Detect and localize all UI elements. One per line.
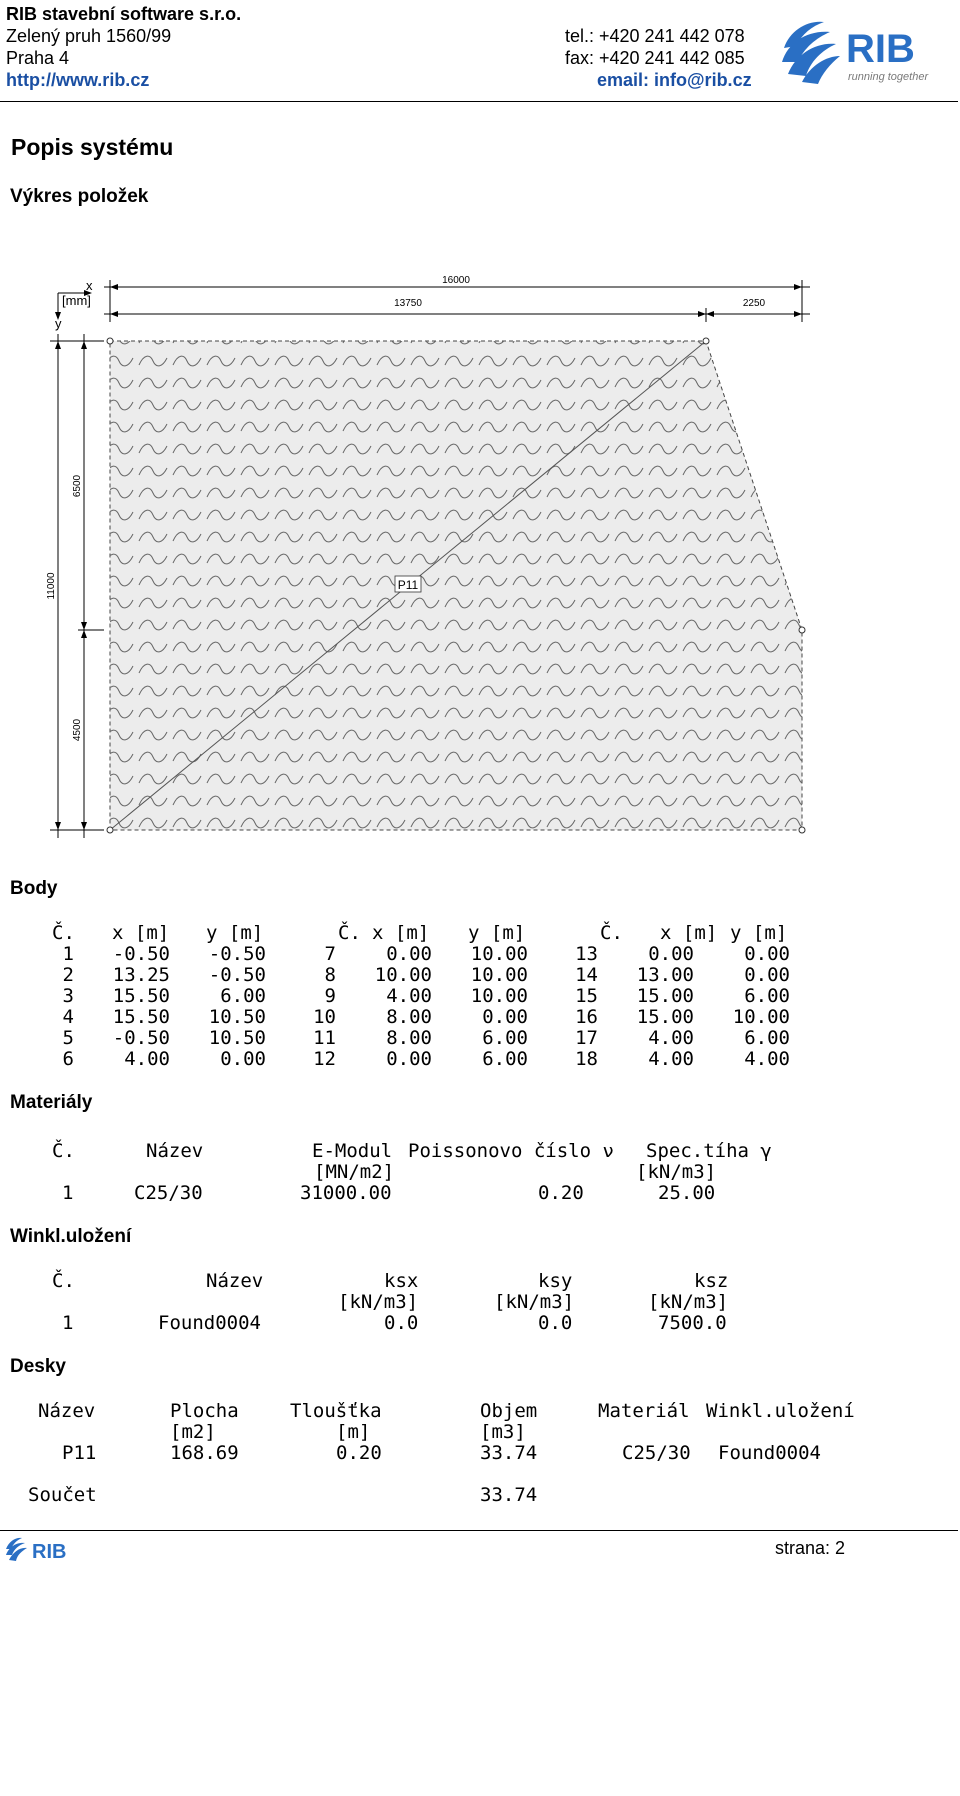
points-cell: 0.00 xyxy=(482,1006,528,1028)
dim-y1: 6500 xyxy=(72,474,83,498)
wk-row-ksz: 7500.0 xyxy=(658,1312,727,1334)
wk-unit-ksx: [kN/m3] xyxy=(338,1291,419,1313)
points-cell: 15.00 xyxy=(636,1006,694,1028)
dk-row-name: P11 xyxy=(62,1442,97,1464)
points-header-1: x [m] xyxy=(112,922,170,944)
points-cell: 6 xyxy=(62,1048,74,1070)
points-cell: 0.00 xyxy=(386,943,432,965)
points-cell: 17 xyxy=(575,1027,598,1049)
points-cell: 1 xyxy=(62,943,74,965)
plate-drawing xyxy=(0,262,960,852)
dk-sum-value: 33.74 xyxy=(480,1484,538,1506)
points-cell: 0.00 xyxy=(220,1048,266,1070)
dk-header-area: Plocha xyxy=(170,1400,239,1422)
section-body: Body xyxy=(10,878,58,899)
points-cell: 18 xyxy=(575,1048,598,1070)
points-cell: 3 xyxy=(62,985,74,1007)
points-cell: 6.00 xyxy=(482,1048,528,1070)
drawing-title: Výkres položek xyxy=(10,186,149,207)
company-email[interactable]: email: info@rib.cz xyxy=(597,70,752,90)
points-cell: 2 xyxy=(62,964,74,986)
mat-unit-weight: [kN/m3] xyxy=(636,1161,717,1183)
dim-total-y: 11000 xyxy=(46,572,57,600)
points-cell: 10.50 xyxy=(208,1027,266,1049)
points-cell: 15.00 xyxy=(636,985,694,1007)
points-cell: 8 xyxy=(324,964,336,986)
dim-total-x: 16000 xyxy=(442,275,470,286)
wk-header-ksz: ksz xyxy=(694,1270,729,1292)
mat-header-emodul: E-Modul xyxy=(312,1140,393,1162)
dk-unit-thickness: [m] xyxy=(336,1421,371,1443)
points-cell: 0.00 xyxy=(386,1048,432,1070)
points-cell: 9 xyxy=(324,985,336,1007)
points-header-2: y [m] xyxy=(206,922,264,944)
points-cell: 13.25 xyxy=(112,964,170,986)
dim-horizontal xyxy=(104,280,810,322)
plate-label: P11 xyxy=(397,578,419,592)
points-cell: 10 xyxy=(313,1006,336,1028)
section-materials: Materiály xyxy=(10,1092,93,1113)
materials-table xyxy=(0,1140,960,1206)
unit-label: [mm] xyxy=(62,293,91,308)
points-cell: 6.00 xyxy=(744,985,790,1007)
section-winkler: Winkl.uložení xyxy=(10,1226,132,1247)
points-cell: 6.00 xyxy=(220,985,266,1007)
points-cell: 8.00 xyxy=(386,1027,432,1049)
points-cell: 10.00 xyxy=(732,1006,790,1028)
axis-x-label: x xyxy=(86,278,93,293)
points-cell: 4.00 xyxy=(744,1048,790,1070)
points-cell: 15.50 xyxy=(112,985,170,1007)
dim-x1: 13750 xyxy=(394,298,422,309)
points-cell: 10.00 xyxy=(470,985,528,1007)
points-cell: 0.00 xyxy=(744,943,790,965)
wk-unit-ksz: [kN/m3] xyxy=(648,1291,729,1313)
wk-header-name: Název xyxy=(206,1270,264,1292)
points-header-4: x [m] xyxy=(372,922,430,944)
mat-row-no: 1 xyxy=(62,1182,74,1204)
mat-row-emodul: 31000.00 xyxy=(300,1182,392,1204)
points-cell: 16 xyxy=(575,1006,598,1028)
dk-unit-volume: [m3] xyxy=(480,1421,526,1443)
dk-row-area: 168.69 xyxy=(170,1442,239,1464)
points-cell: 8.00 xyxy=(386,1006,432,1028)
mat-row-name: C25/30 xyxy=(134,1182,203,1204)
section-desky: Desky xyxy=(10,1356,66,1377)
wk-row-no: 1 xyxy=(62,1312,74,1334)
dk-row-thickness: 0.20 xyxy=(336,1442,382,1464)
points-cell: 5 xyxy=(62,1027,74,1049)
dk-header-winkler: Winkl.uložení xyxy=(706,1400,855,1422)
dk-row-winkler: Found0004 xyxy=(718,1442,821,1464)
points-cell: -0.50 xyxy=(112,1027,170,1049)
points-table xyxy=(0,922,960,1070)
points-cell: 15 xyxy=(575,985,598,1007)
mat-row-poisson: 0.20 xyxy=(538,1182,584,1204)
svg-text:RIB: RIB xyxy=(32,1541,67,1563)
points-cell: -0.50 xyxy=(208,943,266,965)
desky-table xyxy=(0,1400,960,1510)
mat-header-name: Název xyxy=(146,1140,204,1162)
page-number: strana: 2 xyxy=(775,1538,846,1558)
wk-header-ksx: ksx xyxy=(384,1270,419,1292)
dk-row-material: C25/30 xyxy=(622,1442,691,1464)
dk-header-material: Materiál xyxy=(598,1400,690,1422)
company-name: RIB stavební software s.r.o. xyxy=(6,4,242,24)
points-cell: 4.00 xyxy=(648,1048,694,1070)
page-title: Popis systému xyxy=(11,134,174,160)
wk-row-ksy: 0.0 xyxy=(538,1312,573,1334)
company-phone: tel.: +420 241 442 078 xyxy=(565,26,745,46)
dk-header-volume: Objem xyxy=(480,1400,538,1422)
points-header-0: Č. xyxy=(52,922,75,944)
company-fax: fax: +420 241 442 085 xyxy=(565,48,745,68)
points-cell: 10.00 xyxy=(470,964,528,986)
points-cell: 6.00 xyxy=(482,1027,528,1049)
axis-indicator xyxy=(55,278,93,331)
mat-header-weight: Spec.tíha γ xyxy=(646,1140,772,1162)
wk-row-name: Found0004 xyxy=(158,1312,261,1334)
dim-x2: 2250 xyxy=(742,298,766,309)
points-cell: 10.00 xyxy=(374,964,432,986)
company-street: Zelený pruh 1560/99 xyxy=(6,26,172,46)
axis-y-label: y xyxy=(55,316,62,331)
points-cell: 12 xyxy=(313,1048,336,1070)
points-cell: 11 xyxy=(313,1027,336,1049)
points-cell: 15.50 xyxy=(112,1006,170,1028)
header-rule xyxy=(0,101,958,102)
points-cell: 14 xyxy=(575,964,598,986)
logo-text: RIB xyxy=(846,27,915,71)
wk-header-no: Č. xyxy=(52,1270,75,1292)
points-cell: -0.50 xyxy=(208,964,266,986)
company-city: Praha 4 xyxy=(6,48,70,68)
points-header-3: Č. xyxy=(338,922,361,944)
wk-row-ksx: 0.0 xyxy=(384,1312,419,1334)
rib-logo xyxy=(778,12,956,88)
points-cell: 4 xyxy=(62,1006,74,1028)
points-cell: 13 xyxy=(575,943,598,965)
company-web-link[interactable]: http://www.rib.cz xyxy=(6,70,150,90)
points-cell: 4.00 xyxy=(648,1027,694,1049)
mat-header-no: Č. xyxy=(52,1140,75,1162)
mat-unit-emodul: [MN/m2] xyxy=(314,1161,395,1183)
dk-sum-label: Součet xyxy=(28,1484,97,1506)
points-cell: 0.00 xyxy=(648,943,694,965)
points-header-7: x [m] xyxy=(660,922,718,944)
footer-rule xyxy=(0,1530,958,1531)
points-cell: 4.00 xyxy=(124,1048,170,1070)
points-cell: 10.50 xyxy=(208,1006,266,1028)
winkler-table xyxy=(0,1270,960,1336)
points-cell: 6.00 xyxy=(744,1027,790,1049)
wk-header-ksy: ksy xyxy=(538,1270,573,1292)
dim-vertical xyxy=(50,334,104,838)
points-header-6: Č. xyxy=(600,922,623,944)
logo-tagline: running together xyxy=(848,71,929,83)
points-header-5: y [m] xyxy=(468,922,526,944)
wk-unit-ksy: [kN/m3] xyxy=(494,1291,575,1313)
points-cell: -0.50 xyxy=(112,943,170,965)
points-header-8: y [m] xyxy=(730,922,788,944)
points-cell: 0.00 xyxy=(744,964,790,986)
points-cell: 7 xyxy=(324,943,336,965)
dk-unit-area: [m2] xyxy=(170,1421,216,1443)
mat-row-weight: 25.00 xyxy=(658,1182,716,1204)
mat-header-poisson: Poissonovo číslo ν xyxy=(408,1140,614,1162)
dk-header-thickness: Tloušťka xyxy=(290,1400,382,1422)
dim-y2: 4500 xyxy=(72,718,83,742)
footer-logo xyxy=(4,1535,84,1565)
dk-header-name: Název xyxy=(38,1400,96,1422)
dk-row-volume: 33.74 xyxy=(480,1442,538,1464)
points-cell: 10.00 xyxy=(470,943,528,965)
points-cell: 4.00 xyxy=(386,985,432,1007)
points-cell: 13.00 xyxy=(636,964,694,986)
